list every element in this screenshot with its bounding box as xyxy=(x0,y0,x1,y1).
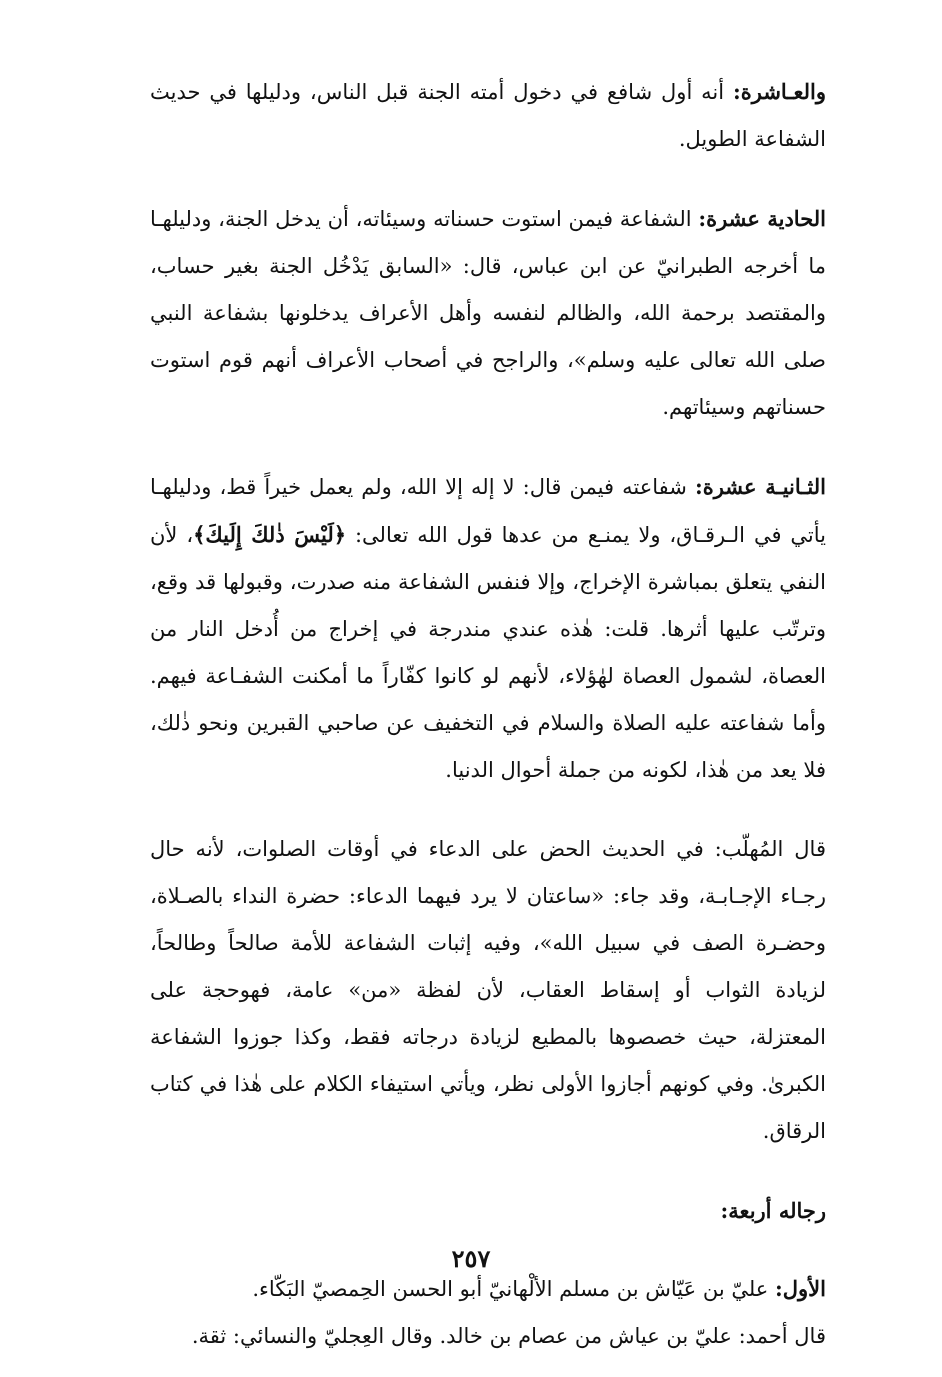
section-heading: رجاله أربعة: xyxy=(720,1198,826,1223)
paragraph-text: الشفاعة فيمن استوت حسناته وسيئاته، أن يدخل الجنة، ودليلهـا ما أخرجه الطبرانيّ عن ابن عباس، قال: «السابق يَدْخُل الجنة بغير حساب، والمقتصد برحمة الله، والظالم لنفسه وأهل الأعراف يدخلونها بشفاعة النبي صلى الله تعالى عليه وسلم»، والراجح في أصحاب الأعراف أنهم قوم استوت حسناتهم وسيئاتهم. xyxy=(150,207,826,419)
paragraph-text: قال المُهلّب: في الحديث الحض على الدعاء في أوقات الصلوات، لأنه حال رجـاء الإجـابـة، وقد جاء: «ساعتان لا يرد فيهما الدعاء: حضرة النداء بالصـلاة، وحضـرة الصف في سبيل الله»، وفيه إثبات الشفاعة للأمة صالحاً وطالحاً، لزيادة الثواب أو إسقاط العقاب، لأن لفظة «من» عامة، فهوحجة على المعتزلة، حيث خصصوها بالمطيع لزيادة درجاته فقط، وكذا جوزوا الشفاعة الكبرىٰ. وفي كونهم أجازوا الأولى نظر، ويأتي استيفاء الكلام على هٰذا في كتاب الرقاق. xyxy=(150,837,826,1143)
paragraph-text: أنه أول شافع في دخول أمته الجنة قبل الناس، ودليلها في حديث الشفاعة الطويل. xyxy=(150,80,826,151)
paragraph-text: شفاعته فيمن قال: لا إله إلا الله، ولم يعمل خيراً قط، ودليلهـا يأتي في الـرقـاق، ولا يمنـع من عدها قول الله تعالى: xyxy=(150,475,826,547)
paragraph-tenth xyxy=(150,68,826,163)
paragraph-lead: الحادية عشرة: xyxy=(698,206,826,231)
quran-quote: ﴿لَيْسَ ذٰلكَ إِلَيكَ﴾ xyxy=(193,522,347,547)
paragraph-ahmad xyxy=(150,1313,826,1360)
page-number: ٢٥٧ xyxy=(451,1244,491,1273)
paragraph-muhallab xyxy=(150,826,826,1155)
paragraph-eleventh xyxy=(150,195,826,431)
paragraph-text: ، لأن النفي يتعلق بمباشرة الإخراج، وإلا فنفس الشفاعة منه صدرت، وقبولها قد وقع، وترتّب عليها أثرها. قلت: هٰذه عندي مندرجة في إخراج من أُدخل النار من العصاة، لشمول العصاة لهٰؤلاء، لأنهم لو كانوا كفّاراً ما أمكنت الشفـاعة فيهم. وأما شفاعته عليه الصلاة والسلام في التخفيف عن صاحبي القبرين ونحو ذٰلك، فلا يعد من هٰذا، لكونه من جملة أحوال الدنيا. xyxy=(150,523,826,782)
paragraph-lead: الأول: xyxy=(775,1276,826,1301)
paragraph-text: عليّ بن عَيّاش بن مسلم الألْهانيّ أبو الحسن الحِمصيّ البَكّاء. xyxy=(252,1277,776,1301)
paragraph-text: قال أحمد: عليّ بن عياش من عصام بن خالد. وقال العِجليّ والنسائي: ثقة. xyxy=(191,1324,826,1348)
paragraph-lead: الثـانيـة عشرة: xyxy=(694,474,826,499)
page-body xyxy=(150,68,826,1360)
paragraph-lead: والعـاشرة: xyxy=(733,79,826,104)
paragraph-twelfth xyxy=(150,463,826,794)
narrators-heading xyxy=(150,1187,826,1235)
